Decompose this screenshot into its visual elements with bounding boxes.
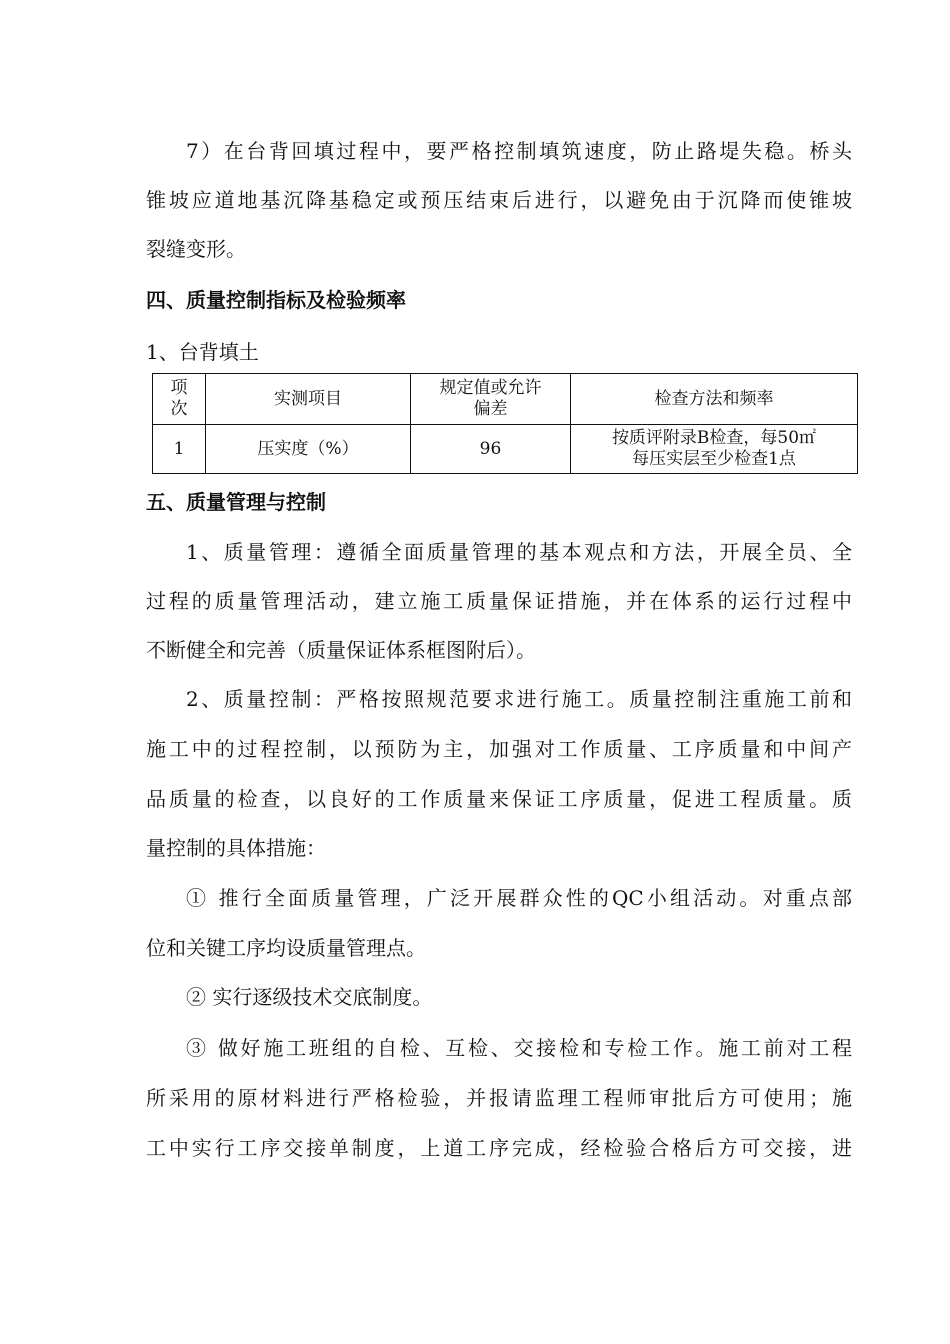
cell-item-no: 1 (153, 425, 206, 474)
paragraph-1-line-3: 不断健全和完善（质量保证体系框图附后）。 (146, 638, 536, 662)
cell-check-method-line-2: 每压实层至少检查1点 (632, 449, 796, 469)
header-item-no-line-2: 次 (170, 399, 188, 419)
cell-check-method (571, 425, 858, 474)
header-item-no (153, 374, 206, 425)
header-spec-value (411, 374, 571, 425)
paragraph-1-line-1: 1、质量管理：遵循全面质量管理的基本观点和方法，开展全员、全 (186, 540, 852, 564)
table-row (153, 425, 858, 474)
item-1-line-2: 位和关键工序均设质量管理点。 (146, 936, 426, 960)
item-3-line-2: 所采用的原材料进行严格检验，并报请监理工程师审批后方可使用；施 (146, 1086, 852, 1110)
cell-check-method-line-1: 按质评附录B检查，每50㎡ (611, 428, 817, 448)
header-check-method: 检查方法和频率 (571, 374, 858, 425)
header-item-no-line-1: 项 (170, 378, 188, 398)
item-3-line-3: 工中实行工序交接单制度，上道工序完成，经检验合格后方可交接，进 (146, 1136, 852, 1160)
cell-spec-value: 96 (411, 425, 571, 474)
paragraph-2-line-1: 2、质量控制：严格按照规范要求进行施工。质量控制注重施工前和 (186, 687, 852, 711)
table-header-row (153, 374, 858, 425)
quality-spec-table (152, 373, 858, 474)
item-3-line-1: ③ 做好施工班组的自检、互检、交接检和专检工作。施工前对工程 (186, 1036, 852, 1060)
item-1-line-1: ① 推行全面质量管理，广泛开展群众性的QC小组活动。对重点部 (186, 886, 852, 910)
header-measured-item: 实测项目 (206, 374, 411, 425)
section-5-heading: 五、质量管理与控制 (146, 490, 326, 514)
paragraph-2-line-4: 量控制的具体措施： (146, 836, 326, 860)
header-spec-value-line-1: 规定值或允许 (439, 378, 542, 398)
paragraph-7-line-3: 裂缝变形。 (146, 237, 246, 261)
cell-measured-item: 压实度（%） (206, 425, 411, 474)
paragraph-2-line-3: 品质量的检查，以良好的工作质量来保证工序质量，促进工程质量。质 (146, 787, 852, 811)
section-4-subheading: 1、台背填土 (146, 340, 259, 364)
paragraph-7-line-1: 7）在台背回填过程中，要严格控制填筑速度，防止路堤失稳。桥头 (186, 139, 852, 163)
section-4-heading: 四、质量控制指标及检验频率 (146, 288, 406, 312)
header-spec-value-line-2: 偏差 (473, 399, 508, 419)
paragraph-1-line-2: 过程的质量管理活动，建立施工质量保证措施，并在体系的运行过程中 (146, 589, 852, 613)
item-2: ② 实行逐级技术交底制度。 (186, 985, 433, 1009)
paragraph-2-line-2: 施工中的过程控制，以预防为主，加强对工作质量、工序质量和中间产 (146, 737, 852, 761)
paragraph-7-line-2: 锥坡应道地基沉降基稳定或预压结束后进行，以避免由于沉降而使锥坡 (146, 188, 852, 212)
